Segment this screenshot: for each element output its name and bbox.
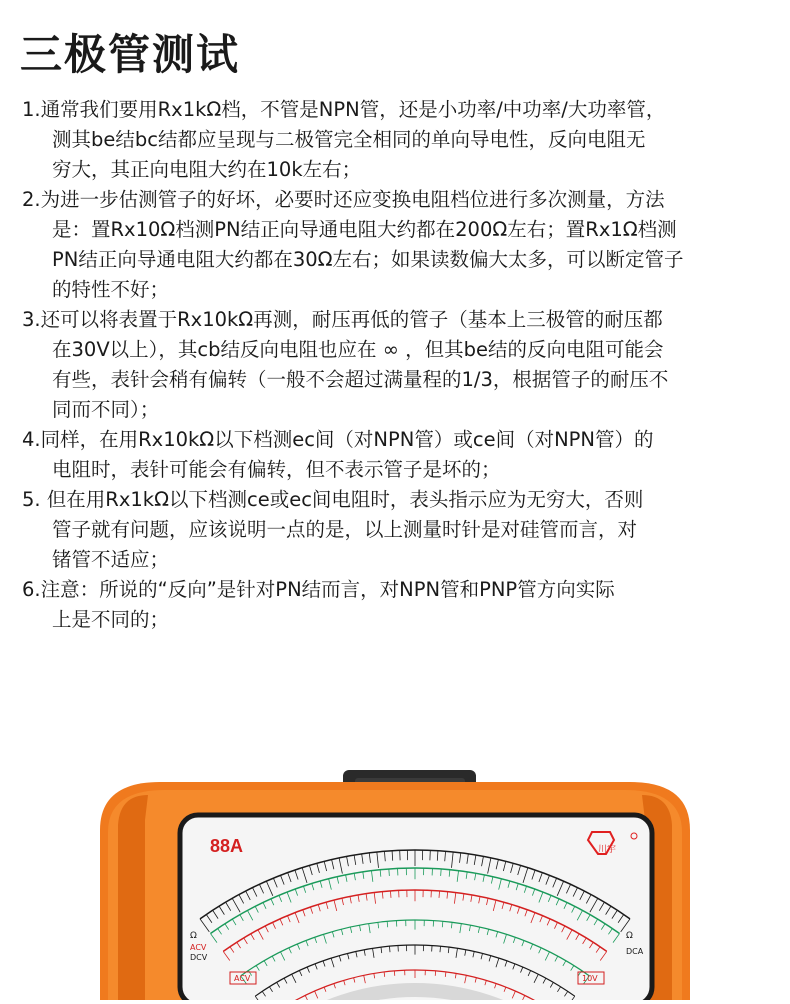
text-line: 6.注意：所说的“反向”是针对PN结而言，对NPN管和PNP管方向实际 [22,575,772,605]
svg-text:10V: 10V [582,974,598,983]
text-line: 1.通常我们要用Rx1kΩ档，不管是NPN管，还是小功率/中功率/大功率管， [22,95,772,125]
text-content [22,95,772,635]
scale-tick [389,946,390,952]
text-line: 5. 但在用Rx1kΩ以下档测ce或ec间电阻时，表头指示应为无穷大，否则 [22,485,772,515]
list-item [22,575,772,635]
text-line: 4.同样，在用Rx10kΩ以下档测ec间（对NPN管）或ce间（对NPN管）的 [22,425,772,455]
text-line: 穷大，其正向电阻大约在10k左右； [22,155,772,185]
text-line: 2.为进一步估测管子的好坏，必要时还应变换电阻档位进行多次测量，方法 [22,185,772,215]
svg-text:DCA: DCA [626,947,644,956]
scale-tick [439,891,440,898]
list-item [22,425,772,485]
text-line: 测其be结bc结都应呈现与二极管完全相同的单向导电性，反向电阻无 [22,125,772,155]
scale-tick [390,891,391,898]
page-title: 三极管测试 [20,22,240,82]
text-line: PN结正向导通电阻大约都在30Ω左右；如果读数偏大太多，可以断定管子 [22,245,772,275]
multimeter-illustration [0,760,790,1000]
text-line: 的特性不好； [22,275,772,305]
scale-tick [387,921,388,927]
text-line: 在30V以上），其cb结反向电阻也应在 ∞ ，但其be结的反向电阻可能会 [22,335,772,365]
list-item [22,185,772,305]
text-line: 上是不同的； [22,605,772,635]
svg-text:Ω: Ω [626,931,633,941]
scale-tick [441,869,442,876]
text-line: 同而不同）； [22,395,772,425]
text-line: 管子就有问题，应该说明一点的是，以上测量时针是对硅管而言，对 [22,515,772,545]
list-item [22,305,772,425]
svg-text:Ω: Ω [190,931,197,941]
meter-model: 88A [210,836,243,856]
text-line: 是：置Rx10Ω档测PN结正向导通电阻大约都在200Ω左右；置Rx1Ω档测 [22,215,772,245]
text-line: 有些，表针会稍有偏转（一般不会超过满量程的1/3，根据管子的耐压不 [22,365,772,395]
scale-tick [442,921,443,927]
svg-text:ACV: ACV [234,974,251,983]
text-line: 电阻时，表针可能会有偏转，但不表示管子是坏的； [22,455,772,485]
svg-text:DCV: DCV [190,953,208,962]
text-line: 锗管不适应； [22,545,772,575]
scale-tick [440,946,441,952]
text-line: 3.还可以将表置于Rx10kΩ再测，耐压再低的管子（基本上三极管的耐压都 [22,305,772,335]
list-item [22,95,772,185]
list-item [22,485,772,575]
scale-tick [389,869,390,876]
multimeter-svg [0,760,790,1000]
svg-text:ACV: ACV [190,943,207,952]
svg-text:川宇: 川宇 [598,843,616,855]
